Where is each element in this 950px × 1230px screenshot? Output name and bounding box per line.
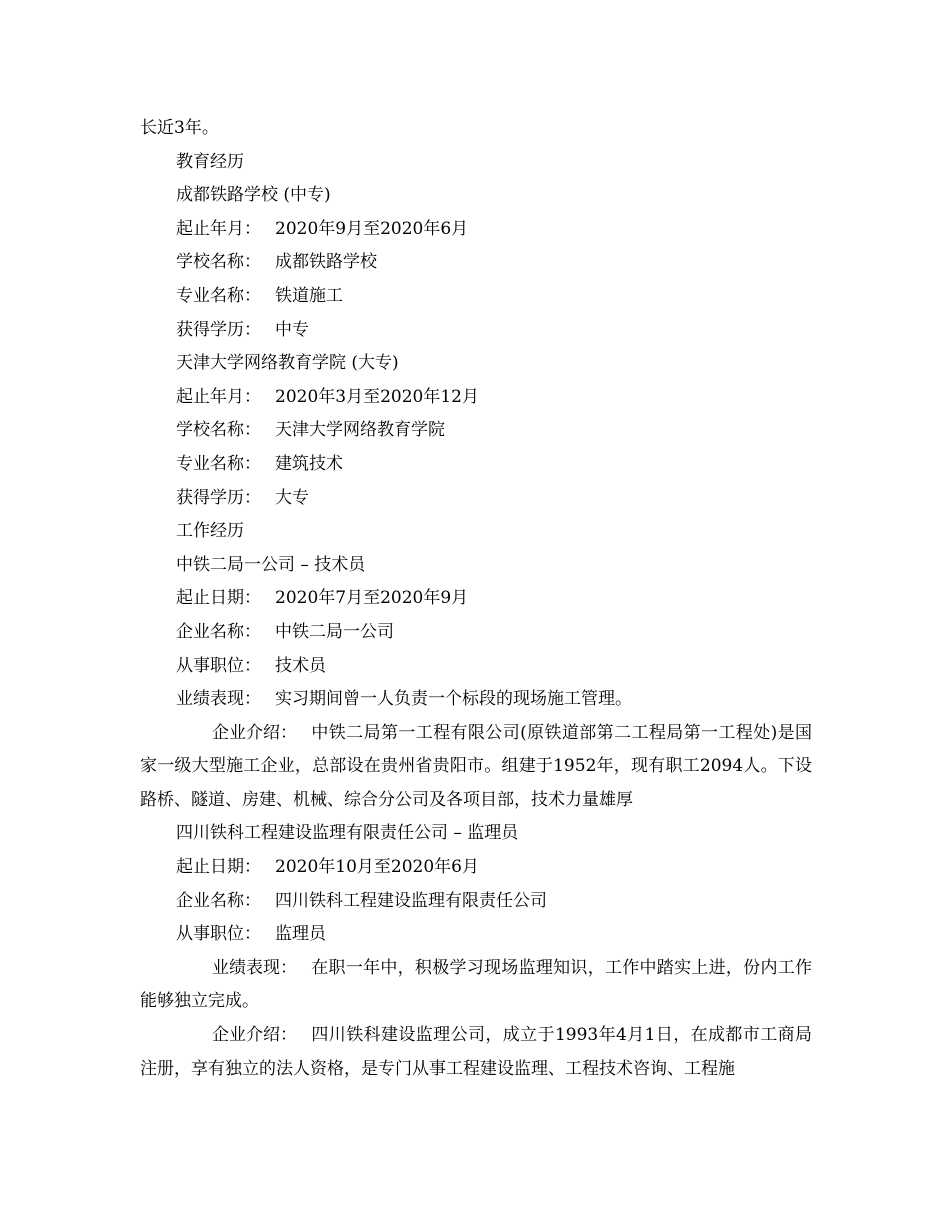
- job2-company-label: 企业名称：: [176, 890, 261, 911]
- job1-date-value: 2020年7月至2020年9月: [275, 588, 469, 609]
- work-heading: 工作经历: [176, 521, 244, 542]
- job1-position-label: 从事职位：: [176, 655, 261, 676]
- job2-date-value: 2020年10月至2020年6月: [275, 857, 479, 878]
- school1-degree-row: [140, 314, 812, 348]
- job1-intro-value: 中铁二局第一工程有限公司(原铁道部第二工程局第一工程处)是国家一级大型施工企业，总部设在贵州省贵阳市。组建于1952年，现有职工2094人。下设路桥、隧道、房建、机械、综合分公司及各项目部，技术力量雄厚: [140, 722, 812, 810]
- school2-period-label: 起止年月：: [176, 386, 261, 407]
- job1-position-value: 技术员: [275, 655, 326, 676]
- job2-title: 四川铁科工程建设监理有限责任公司 – 监理员: [176, 823, 519, 844]
- job2-performance-value: 在职一年中，积极学习现场监理知识，工作中踏实上进，份内工作能够独立完成。: [140, 957, 812, 1012]
- school1-title: 成都铁路学校 (中专): [176, 185, 331, 206]
- job2-intro-label: 企业介绍：: [212, 1025, 297, 1046]
- job2-position-row: [140, 918, 812, 952]
- school2-name-label: 学校名称：: [176, 420, 261, 441]
- school2-major-row: [140, 448, 812, 482]
- job2-company-row: [140, 885, 812, 919]
- school1-name-row: [140, 246, 812, 280]
- job1-company-row: [140, 616, 812, 650]
- job2-intro-value: 四川铁科建设监理公司，成立于1993年4月1日，在成都市工商局注册，享有独立的法人资格，是专门从事工程建设监理、工程技术咨询、工程施: [140, 1025, 812, 1079]
- job1-intro-label: 企业介绍：: [212, 722, 297, 743]
- school1-major-row: [140, 280, 812, 314]
- job1-date-row: [140, 582, 812, 616]
- school2-title: 天津大学网络教育学院 (大专): [176, 353, 399, 374]
- school1-degree-value: 中专: [275, 319, 309, 340]
- school2-period-row: [140, 381, 812, 415]
- school2-name-row: [140, 414, 812, 448]
- job2-position-value: 监理员: [275, 924, 326, 945]
- job2-position-label: 从事职位：: [176, 924, 261, 945]
- school2-major-label: 专业名称：: [176, 453, 261, 474]
- job1-performance-label: 业绩表现：: [176, 689, 261, 710]
- job2-performance-paragraph: [140, 952, 812, 1019]
- school2-degree-value: 大专: [275, 487, 309, 508]
- school1-period-label: 起止年月：: [176, 218, 261, 239]
- job2-date-row: [140, 851, 812, 885]
- school2-period-value: 2020年3月至2020年12月: [275, 386, 479, 407]
- education-heading: 教育经历: [176, 151, 244, 172]
- school1-period-value: 2020年9月至2020年6月: [275, 218, 469, 239]
- job1-company-label: 企业名称：: [176, 621, 261, 642]
- school1-name-value: 成都铁路学校: [275, 252, 377, 273]
- job2-date-label: 起止日期：: [176, 857, 261, 878]
- job1-intro-paragraph: [140, 717, 812, 818]
- school2-degree-row: [140, 482, 812, 516]
- school2-major-value: 建筑技术: [275, 453, 343, 474]
- job2-performance-label: 业绩表现：: [212, 957, 297, 978]
- job1-performance-value: 实习期间曾一人负责一个标段的现场施工管理。: [275, 689, 632, 710]
- job2-intro-paragraph: [140, 1019, 812, 1086]
- job1-date-label: 起止日期：: [176, 588, 261, 609]
- school1-period-row: [140, 213, 812, 247]
- school2-degree-label: 获得学历：: [176, 487, 261, 508]
- job1-position-row: [140, 650, 812, 684]
- school1-major-value: 铁道施工: [275, 285, 343, 306]
- job1-performance-row: [140, 683, 812, 717]
- school1-name-label: 学校名称：: [176, 252, 261, 273]
- job2-company-value: 四川铁科工程建设监理有限责任公司: [275, 890, 547, 911]
- document-body: [140, 112, 812, 1086]
- job1-company-value: 中铁二局一公司: [275, 621, 394, 642]
- school1-degree-label: 获得学历：: [176, 319, 261, 340]
- school1-major-label: 专业名称：: [176, 285, 261, 306]
- school2-name-value: 天津大学网络教育学院: [275, 420, 445, 441]
- job1-title: 中铁二局一公司 – 技术员: [176, 554, 366, 575]
- continued-text-line: 长近3年。: [140, 118, 219, 138]
